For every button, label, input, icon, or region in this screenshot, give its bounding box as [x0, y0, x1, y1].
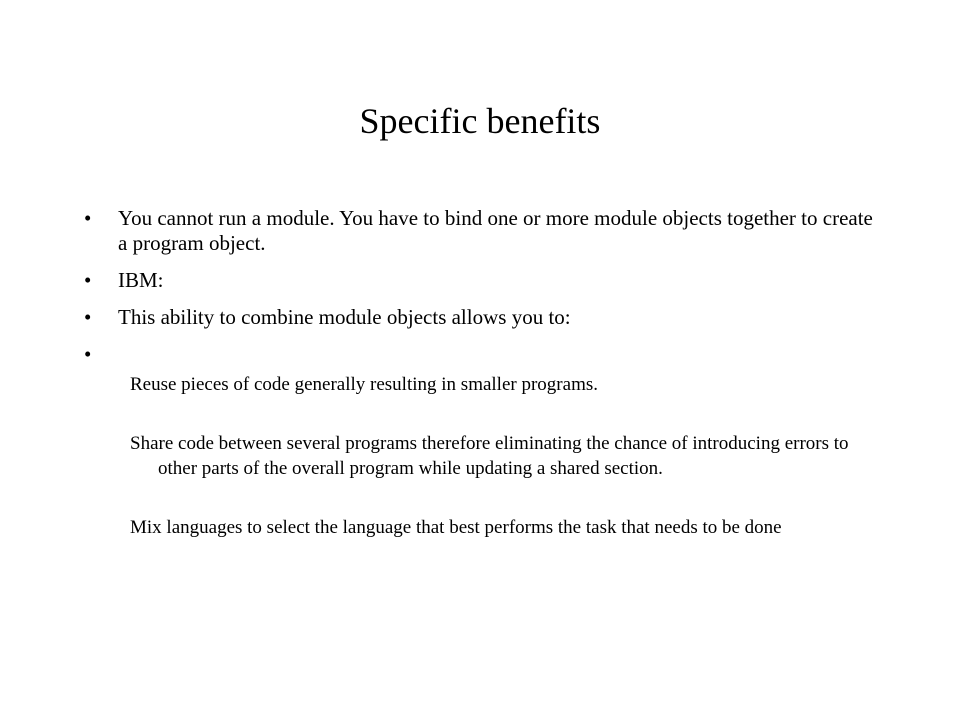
sub-item: Reuse pieces of code generally resulting in smaller programs. [130, 374, 598, 395]
bullet-text: This ability to combine module objects allows you to: [118, 305, 571, 329]
bullet-text: IBM: [118, 268, 164, 292]
bullet-list [84, 206, 884, 366]
bullet-item [84, 206, 884, 256]
bullet-dot-icon: • [84, 305, 92, 329]
sub-item: Mix languages to select the language that best performs the task that needs to be done [130, 517, 782, 538]
bullet-dot-icon: • [84, 206, 92, 230]
sub-item-list [130, 372, 890, 574]
bullet-text: You cannot run a module. You have to bind one or more module objects together to create a program object. [118, 206, 873, 255]
sub-item: Share code between several programs therefore eliminating the chance of introducing errors to other parts of the overall program while updating a shared section. [130, 433, 849, 479]
slide-title: Specific benefits [359, 101, 601, 141]
bullet-dot-icon: • [84, 342, 92, 366]
bullet-item [84, 268, 884, 293]
bullet-item [84, 305, 884, 330]
bullet-dot-icon: • [84, 268, 92, 292]
